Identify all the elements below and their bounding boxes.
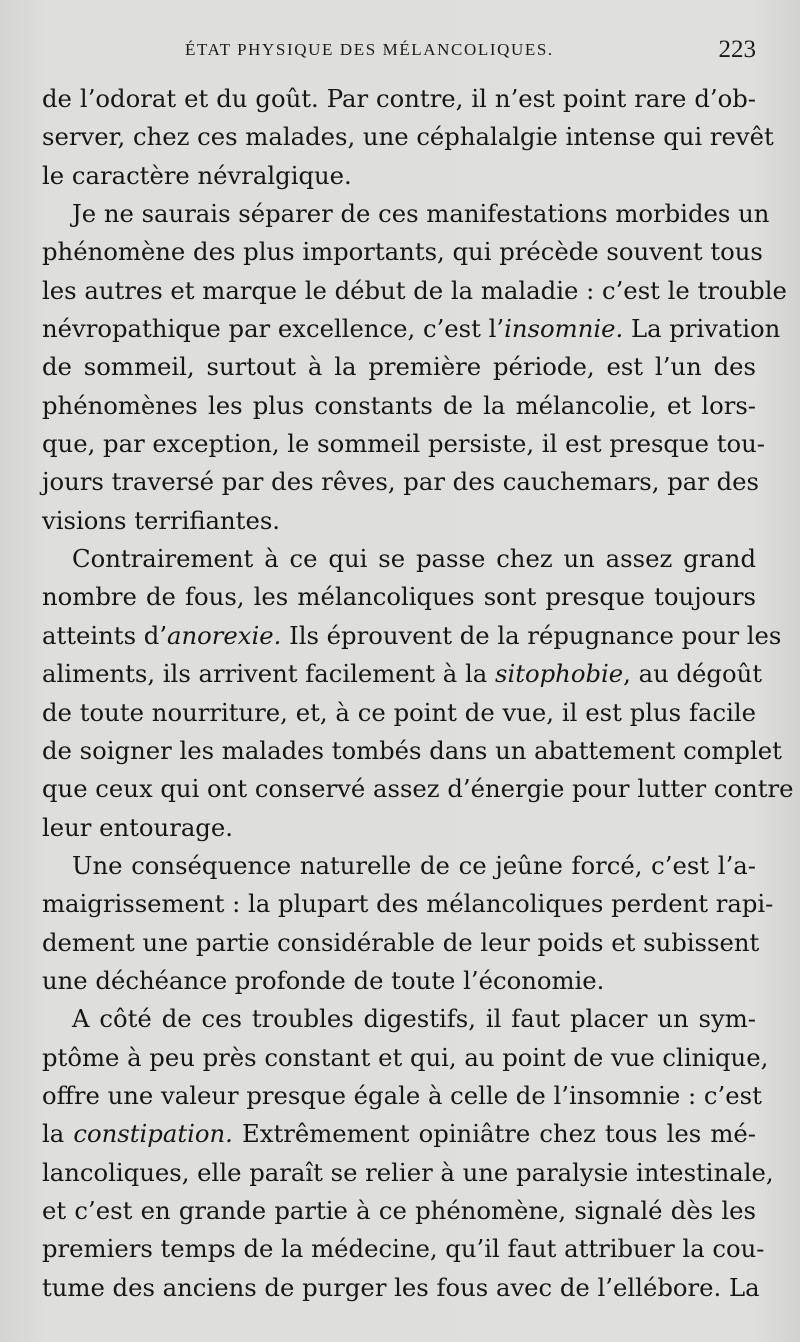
text-segment: dement une partie considérable de leur poids et subissent	[42, 927, 760, 957]
text-segment: La privation	[623, 314, 781, 344]
text-segment: de l’odorat et du goût. Par contre, il n’est point rare d’ob-	[42, 84, 756, 113]
text-line	[42, 310, 781, 348]
text-line	[42, 348, 756, 386]
text-line	[42, 770, 794, 808]
text-segment: les autres et marque le début de la maladie : c’est le trouble	[42, 275, 787, 305]
text-line	[42, 502, 756, 540]
text-line	[42, 1115, 756, 1153]
text-line	[42, 463, 759, 501]
text-line	[42, 118, 774, 156]
running-title: ÉTAT PHYSIQUE DES MÉLANCOLIQUES.	[185, 40, 554, 59]
text-segment: phénomène des plus importants, qui précède souvent tous	[42, 237, 763, 267]
text-segment: que, par exception, le sommeil persiste, il est presque tou-	[42, 429, 765, 459]
text-line	[42, 425, 765, 463]
text-segment: de soigner les malades tombés dans un abattement complet	[42, 735, 782, 765]
text-segment: aliments, ils arrivent facilement à la	[42, 659, 495, 689]
italic-term: constipation.	[73, 1119, 233, 1149]
text-line	[42, 1154, 774, 1192]
text-segment: leur entourage.	[42, 812, 233, 842]
text-line	[42, 1269, 760, 1307]
italic-term: sitophobie	[494, 659, 624, 689]
text-segment: une déchéance profonde de toute l’économie.	[42, 965, 605, 995]
text-line	[42, 1039, 769, 1077]
text-line	[42, 924, 760, 962]
text-line	[42, 962, 756, 1000]
text-line	[42, 578, 756, 616]
text-line	[42, 195, 770, 233]
text-segment: tume des anciens de purger les fous avec de l’ellébore. La	[42, 1272, 760, 1302]
text-segment: maigrissement : la plupart des mélancoliques perdent rapi-	[42, 889, 774, 919]
text-segment: Une conséquence naturelle de ce jeûne forcé, c’est l’a-	[72, 850, 756, 880]
text-line	[42, 1000, 756, 1038]
text-segment: atteints d’	[42, 620, 168, 650]
text-line	[42, 272, 787, 310]
page-header	[40, 36, 756, 68]
text-segment: , au dégoût	[623, 659, 762, 689]
text-line	[42, 157, 756, 195]
text-line	[42, 233, 763, 271]
text-segment: la	[42, 1119, 74, 1149]
text-segment: phénomènes les plus constants de la mélancolie, et lors-	[42, 390, 756, 420]
text-line	[42, 1230, 765, 1268]
text-line	[42, 885, 774, 923]
text-segment: Extrêmement opiniâtre chez tous les mé-	[232, 1119, 756, 1149]
page-number: 223	[718, 36, 756, 63]
text-segment: jours traversé par des rêves, par des cauchemars, par des	[42, 467, 759, 497]
text-segment: Je ne saurais séparer de ces manifestations morbides un	[72, 199, 770, 229]
text-line	[42, 540, 756, 578]
body-text	[42, 80, 794, 1307]
text-line	[42, 694, 756, 732]
text-segment: premiers temps de la médecine, qu’il faut attribuer la cou-	[42, 1234, 765, 1264]
text-segment: offre une valeur presque égale à celle de l’insomnie : c’est	[42, 1080, 762, 1110]
text-segment: de sommeil, surtout à la première période, est l’un des	[42, 352, 756, 382]
italic-term: insomnie.	[504, 314, 624, 344]
text-segment: de toute nourriture, et, à ce point de vue, il est plus facile	[42, 697, 756, 727]
text-segment: nombre de fous, les mélancoliques sont presque toujours	[42, 582, 756, 612]
text-line	[42, 1077, 762, 1115]
text-segment: que ceux qui ont conservé assez d’énergie pour lutter contre	[42, 774, 794, 804]
text-line	[42, 1192, 756, 1230]
text-segment: Ils éprouvent de la répugnance pour les	[281, 620, 782, 650]
text-segment: ptôme à peu près constant et qui, au point de vue clinique,	[42, 1042, 769, 1072]
text-line	[42, 732, 782, 770]
text-segment: et c’est en grande partie à ce phénomène, signalé dès les	[42, 1195, 756, 1225]
text-line	[42, 847, 756, 885]
text-line	[42, 387, 756, 425]
text-line	[42, 80, 756, 118]
text-line	[42, 809, 756, 847]
italic-term: anorexie.	[167, 620, 282, 650]
text-segment: visions terrifiantes.	[42, 505, 281, 535]
text-line	[42, 655, 762, 693]
text-segment: névropathique par excellence, c’est l’	[42, 314, 505, 344]
text-segment: Contrairement à ce qui se passe chez un assez grand	[72, 544, 756, 574]
text-segment: server, chez ces malades, une céphalalgie intense qui revêt	[42, 122, 774, 152]
text-segment: le caractère névralgique.	[42, 160, 352, 190]
text-segment: lancoliques, elle paraît se relier à une paralysie intestinale,	[42, 1157, 774, 1187]
text-segment: A côté de ces troubles digestifs, il faut placer un sym-	[72, 1004, 756, 1034]
text-line	[42, 617, 782, 655]
